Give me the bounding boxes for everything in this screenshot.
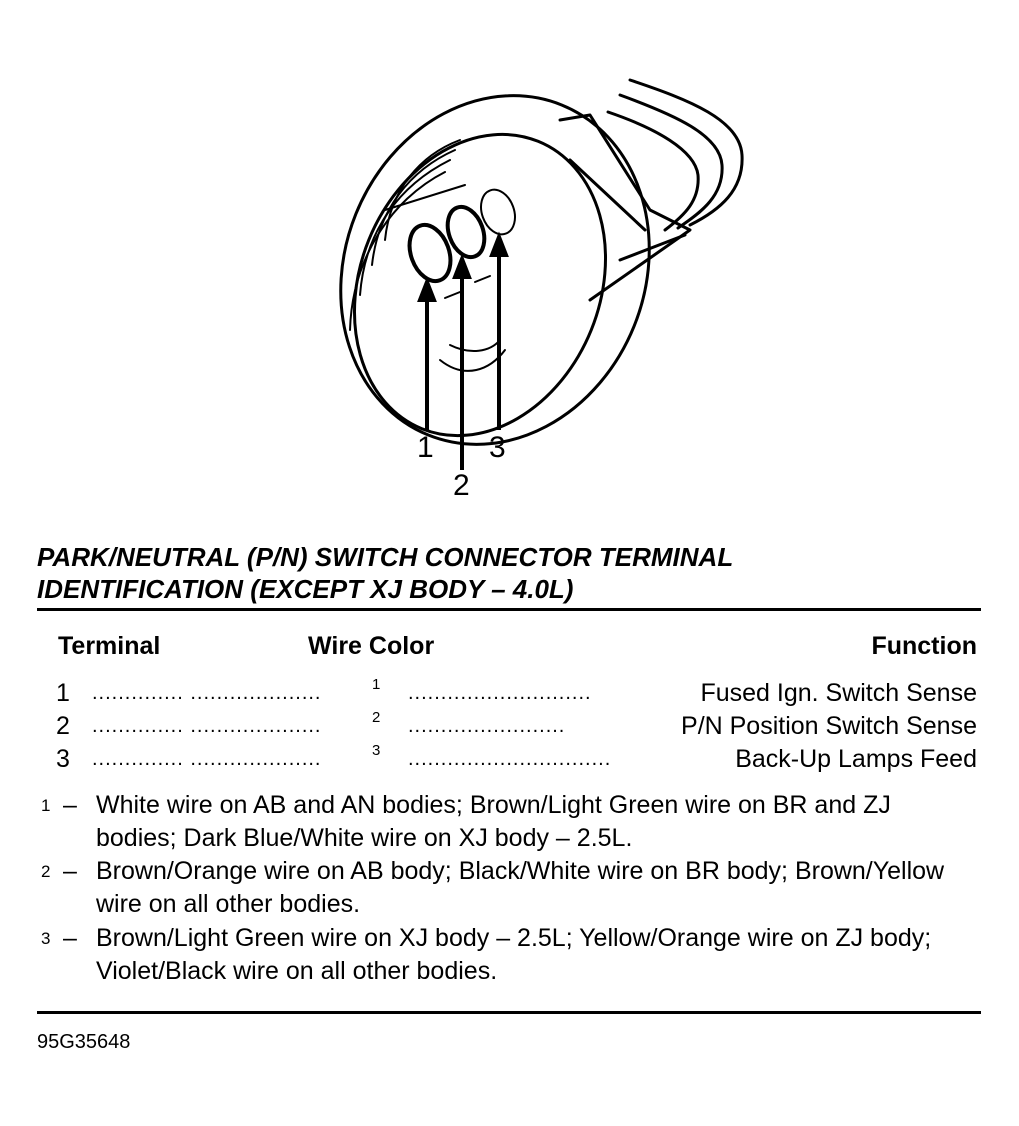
terminal-number: 2 bbox=[56, 712, 70, 740]
table-row bbox=[56, 710, 977, 743]
wire-color-ref: 1 bbox=[372, 676, 381, 693]
leader-dots: ........................ bbox=[408, 715, 566, 737]
figure-heading bbox=[37, 541, 937, 605]
figure-id: 95G35648 bbox=[37, 1031, 131, 1053]
terminal-function: Fused Ign. Switch Sense bbox=[694, 677, 977, 710]
header-terminal: Terminal bbox=[58, 632, 161, 660]
footnote-text: Brown/Orange wire on AB body; Black/White wire on BR body; Brown/Yellow wire on all other bodies. bbox=[96, 857, 945, 918]
connector-diagram bbox=[290, 60, 750, 510]
terminal-function: Back-Up Lamps Feed bbox=[729, 743, 977, 776]
footnote-dash: – bbox=[63, 857, 77, 885]
terminal-number: 1 bbox=[56, 679, 70, 707]
bottom-divider bbox=[37, 1011, 981, 1014]
footnote-text: White wire on AB and AN bodies; Brown/Light Green wire on BR and ZJ bodies; Dark Blue/White wire on XJ body – 2.5L. bbox=[96, 791, 891, 852]
leader-dots: ............................... bbox=[408, 748, 612, 770]
heading-line-2: IDENTIFICATION (EXCEPT XJ BODY – 4.0L) bbox=[37, 574, 574, 604]
terminal-number: 3 bbox=[56, 745, 70, 773]
footnote-3 bbox=[37, 922, 967, 988]
wire-color-ref: 2 bbox=[372, 709, 381, 726]
footnote-mark: 2 bbox=[41, 862, 51, 881]
footnote-1 bbox=[37, 789, 967, 855]
leader-dots: .............. .................... bbox=[92, 748, 322, 770]
leader-dots: .............. .................... bbox=[92, 682, 322, 704]
top-divider bbox=[37, 608, 981, 611]
footnote-mark: 3 bbox=[41, 929, 51, 948]
terminal-function: P/N Position Switch Sense bbox=[675, 710, 977, 743]
leader-dots: .............. .................... bbox=[92, 715, 322, 737]
table-row bbox=[56, 743, 977, 776]
leader-dots: ............................ bbox=[408, 682, 592, 704]
wire-color-ref: 3 bbox=[372, 742, 381, 759]
footnote-dash: – bbox=[63, 791, 77, 819]
footnote-2 bbox=[37, 855, 967, 921]
footnote-dash: – bbox=[63, 924, 77, 952]
callout-label-2: 2 bbox=[453, 469, 470, 502]
heading-line-1: PARK/NEUTRAL (P/N) SWITCH CONNECTOR TERMINAL bbox=[37, 542, 734, 572]
header-function: Function bbox=[871, 632, 977, 660]
footnote-text: Brown/Light Green wire on XJ body – 2.5L; Yellow/Orange wire on ZJ body; Violet/Black wire on all other bodies. bbox=[96, 924, 932, 985]
table-row bbox=[56, 677, 977, 710]
footnote-mark: 1 bbox=[41, 796, 51, 815]
callout-label-1: 1 bbox=[417, 431, 434, 464]
header-wire-color: Wire Color bbox=[308, 632, 435, 660]
callout-label-3: 3 bbox=[489, 431, 506, 464]
